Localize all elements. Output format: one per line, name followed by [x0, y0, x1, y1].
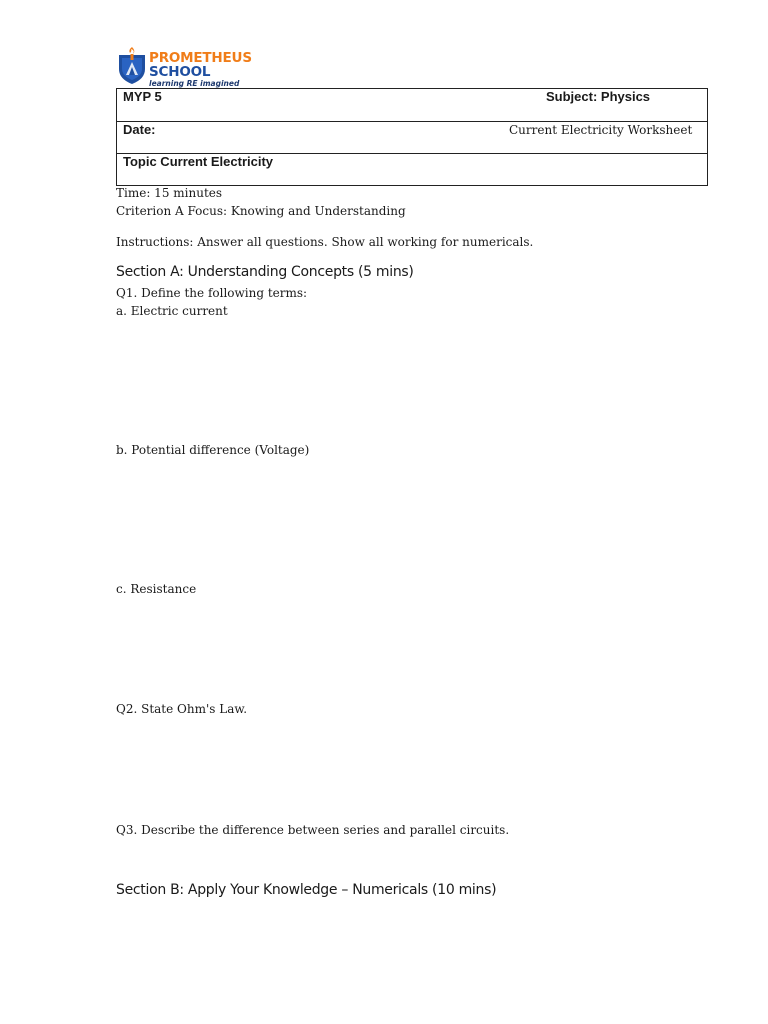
header-row-date [117, 121, 707, 153]
instructions-line: Instructions: Answer all questions. Show all working for numericals. [116, 235, 534, 249]
logo-school: SCHOOL [149, 64, 211, 80]
section-b-heading: Section B: Apply Your Knowledge – Numericals (10 mins) [116, 882, 497, 898]
topic-label: Topic Current Electricity [123, 154, 274, 169]
header-row-topic [117, 153, 707, 185]
date-label: Date: [123, 122, 156, 137]
grade-label: MYP 5 [123, 89, 162, 104]
q2-text: Q2. State Ohm's Law. [116, 702, 248, 716]
q1b-text: b. Potential difference (Voltage) [116, 443, 310, 457]
subject-label: Subject: Physics [546, 89, 651, 104]
shield-torch-icon [117, 45, 147, 85]
header-table [116, 88, 708, 186]
q1c-text: c. Resistance [116, 582, 197, 596]
q1a-text: a. Electric current [116, 304, 228, 318]
logo-name: PROMETHEUS [149, 50, 252, 66]
logo-tagline: learning RE imagined [149, 79, 240, 88]
criterion-line: Criterion A Focus: Knowing and Understanding [116, 204, 406, 218]
q3-text: Q3. Describe the difference between series and parallel circuits. [116, 823, 510, 837]
header-row-grade [117, 89, 707, 121]
section-a-heading: Section A: Understanding Concepts (5 mins) [116, 264, 414, 280]
time-line: Time: 15 minutes [116, 186, 223, 200]
q1-text: Q1. Define the following terms: [116, 286, 308, 300]
school-logo [117, 45, 252, 89]
worksheet-title: Current Electricity Worksheet [509, 123, 693, 137]
